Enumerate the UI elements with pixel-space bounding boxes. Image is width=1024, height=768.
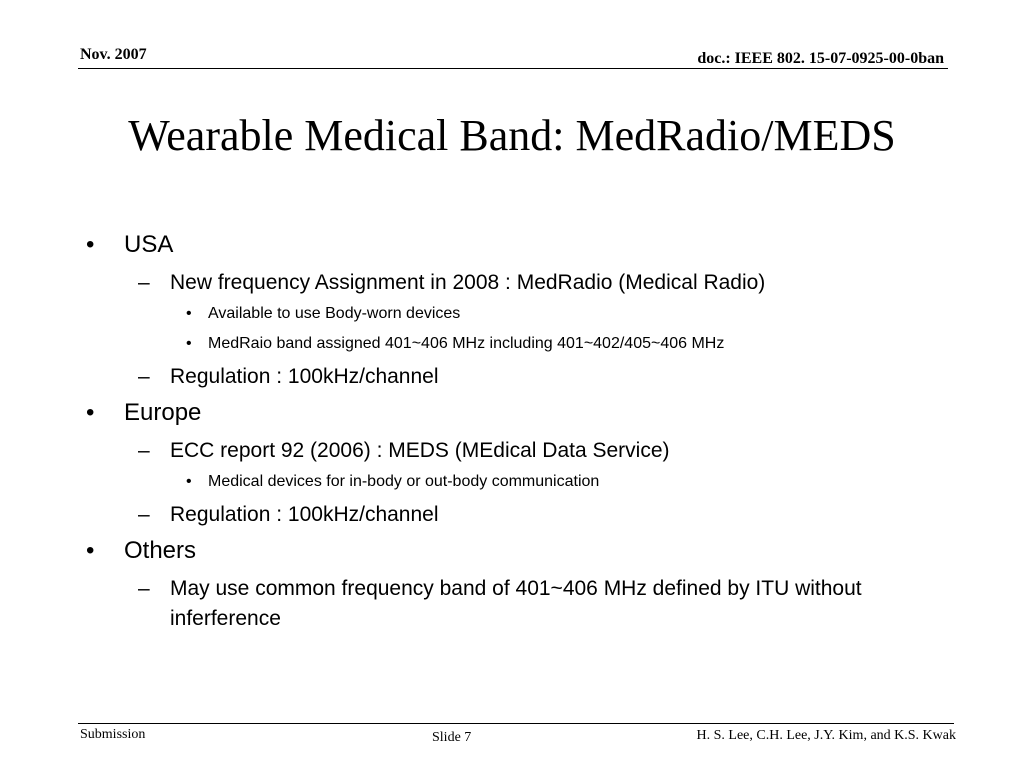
sub-bullet [0, 500, 1024, 530]
bullet-label: USA [124, 231, 174, 258]
sub-sub-bullet [0, 332, 1024, 356]
bullet-dot-icon: • [86, 399, 95, 426]
bullet-dot-icon: • [186, 335, 192, 352]
bullet-label: Europe [124, 399, 202, 426]
bullet-label: Others [124, 537, 197, 564]
sub-sub-bullet [0, 470, 1024, 494]
bullet-dot-icon: • [186, 473, 192, 490]
dash-icon: – [138, 577, 150, 600]
sub-bullet-text: Regulation : 100kHz/channel [170, 503, 439, 526]
sub-sub-bullet-text: Medical devices for in-body or out-body communication [208, 473, 600, 490]
sub-bullet-text: May use common frequency band of 401~406 MHz defined by ITU without inferference [170, 577, 862, 630]
sub-bullet-text: New frequency Assignment in 2008 : MedRadio (Medical Radio) [170, 271, 766, 294]
slide-body [0, 228, 1024, 638]
dash-icon: – [138, 439, 150, 462]
sub-sub-bullet-text: Available to use Body-worn devices [208, 305, 461, 322]
dash-icon: – [138, 271, 150, 294]
sub-bullet [0, 362, 1024, 392]
bullet-others [0, 534, 1024, 568]
bullet-dot-icon: • [86, 231, 95, 258]
bullet-dot-icon: • [186, 305, 192, 322]
dash-icon: – [138, 503, 150, 526]
sub-bullet-text: ECC report 92 (2006) : MEDS (MEdical Data Service) [170, 439, 670, 462]
dash-icon: – [138, 365, 150, 388]
bullet-europe [0, 396, 1024, 430]
sub-sub-bullet [0, 302, 1024, 326]
header-doc-id: doc.: IEEE 802. 15-07-0925-00-0ban [697, 50, 944, 67]
footer-divider [78, 723, 954, 724]
bullet-dot-icon: • [86, 537, 95, 564]
footer-submission: Submission [80, 727, 146, 742]
footer-authors: H. S. Lee, C.H. Lee, J.Y. Kim, and K.S. Kwak [696, 728, 956, 743]
sub-bullet [0, 574, 1024, 634]
sub-bullet [0, 436, 1024, 466]
sub-bullet-text: Regulation : 100kHz/channel [170, 365, 439, 388]
bullet-usa [0, 228, 1024, 262]
slide-number: Slide 7 [432, 730, 472, 745]
sub-sub-bullet-text: MedRaio band assigned 401~406 MHz including 401~402/405~406 MHz [208, 335, 725, 352]
sub-bullet [0, 268, 1024, 298]
header-date: Nov. 2007 [80, 46, 147, 63]
slide-title: Wearable Medical Band: MedRadio/MEDS [128, 111, 896, 160]
header-divider [78, 68, 948, 69]
